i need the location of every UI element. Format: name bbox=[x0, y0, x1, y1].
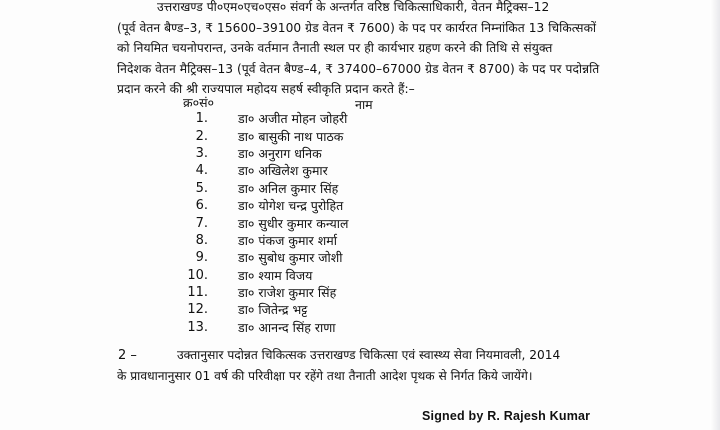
list-item bbox=[180, 127, 480, 144]
serial-number: 10. bbox=[187, 267, 208, 283]
doctor-name: डा० बासुकी नाथ पाठक bbox=[238, 128, 344, 144]
doctor-name: डा० अनिल कुमार सिंह bbox=[238, 180, 339, 196]
serial-number: 1. bbox=[195, 111, 208, 127]
list-item bbox=[180, 145, 480, 162]
serial-number: 3. bbox=[195, 145, 208, 161]
intro-paragraph bbox=[117, 0, 677, 100]
serial-number: 2. bbox=[195, 128, 208, 144]
doctor-name: डा० सुबोध कुमार जोशी bbox=[238, 250, 343, 266]
list-item bbox=[180, 319, 480, 336]
serial-number: 11. bbox=[187, 285, 208, 301]
para2-line: उक्तानुसार पदोन्नत चिकित्सक उत्तराखण्ड चिकित्सा एवं स्वास्थ्य सेवा नियमावली, 2014 bbox=[177, 348, 561, 362]
doctor-name: डा० अनुराग धनिक bbox=[238, 145, 322, 161]
doctor-name: डा० योगेश चन्द्र पुरोहित bbox=[238, 198, 344, 214]
name-column-header: नाम bbox=[355, 97, 373, 112]
doctor-name: डा० अखिलेश कुमार bbox=[238, 163, 328, 179]
serial-column-header: क्र०सं० bbox=[183, 95, 215, 110]
doctor-list bbox=[180, 110, 480, 336]
doctor-name: डा० अजीत मोहन जोहरी bbox=[238, 111, 348, 127]
serial-number: 12. bbox=[187, 302, 208, 318]
list-item bbox=[180, 284, 480, 301]
intro-line: उत्तराखण्ड पी०एम०एच०एस० संवर्ग के अन्तर्गत वरिष्ठ चिकित्साधिकारी, वेतन मैट्रिक्स–12 bbox=[157, 0, 550, 14]
intro-line: को नियमित चयनोपरान्त, उनके वर्तमान तैनाती स्थल पर ही कार्यभार ग्रहण करने की तिथि से संयुक्त bbox=[117, 41, 553, 55]
list-item bbox=[180, 214, 480, 231]
serial-number: 7. bbox=[195, 215, 208, 231]
para2-line: के प्रावधानानुसार 01 वर्ष की परिवीक्षा पर रहेंगे तथा तैनाती आदेश पृथक से निर्गत किये जायेंगे। bbox=[117, 368, 533, 383]
digital-signature: Signed by R. Rajesh Kumar bbox=[422, 409, 591, 423]
doctor-name: डा० राजेश कुमार सिंह bbox=[238, 285, 337, 301]
doctor-name: डा० आनन्द सिंह राणा bbox=[238, 319, 336, 335]
scan-edge bbox=[710, 0, 720, 430]
list-item bbox=[180, 110, 480, 127]
intro-line: निदेशक वेतन मैट्रिक्स–13 (पूर्व वेतन बैण्ड–4, ₹ 37400–67000 ग्रेड वेतन ₹ 8700) के पद पर पदोन्नति bbox=[117, 61, 600, 76]
doctor-name: डा० श्याम विजय bbox=[238, 267, 313, 283]
serial-number: 13. bbox=[187, 319, 208, 335]
paragraph-number: 2 – bbox=[118, 348, 137, 363]
doctor-name: डा० सुधीर कुमार कन्याल bbox=[238, 215, 349, 231]
doctor-name: डा० जितेन्द्र भट्ट bbox=[238, 302, 308, 318]
serial-number: 8. bbox=[195, 232, 208, 248]
list-item bbox=[180, 197, 480, 214]
serial-number: 5. bbox=[195, 180, 208, 196]
list-item bbox=[180, 267, 480, 284]
serial-number: 4. bbox=[195, 163, 208, 179]
list-item bbox=[180, 249, 480, 266]
intro-line: (पूर्व वेतन बैण्ड–3, ₹ 15600–39100 ग्रेड वेतन ₹ 7600) के पद पर कार्यरत निम्नांकित 13 चिकित्सकों bbox=[117, 20, 597, 35]
second-paragraph bbox=[117, 345, 677, 386]
list-item bbox=[180, 180, 480, 197]
doctor-name: डा० पंकज कुमार शर्मा bbox=[238, 232, 337, 248]
list-item bbox=[180, 301, 480, 318]
intro-line: प्रदान करने की श्री राज्यपाल महोदय सहर्ष स्वीकृति प्रदान करते हैं:– bbox=[117, 82, 415, 96]
list-item bbox=[180, 162, 480, 179]
serial-number: 6. bbox=[195, 198, 208, 214]
serial-number: 9. bbox=[195, 250, 208, 266]
list-item bbox=[180, 232, 480, 249]
